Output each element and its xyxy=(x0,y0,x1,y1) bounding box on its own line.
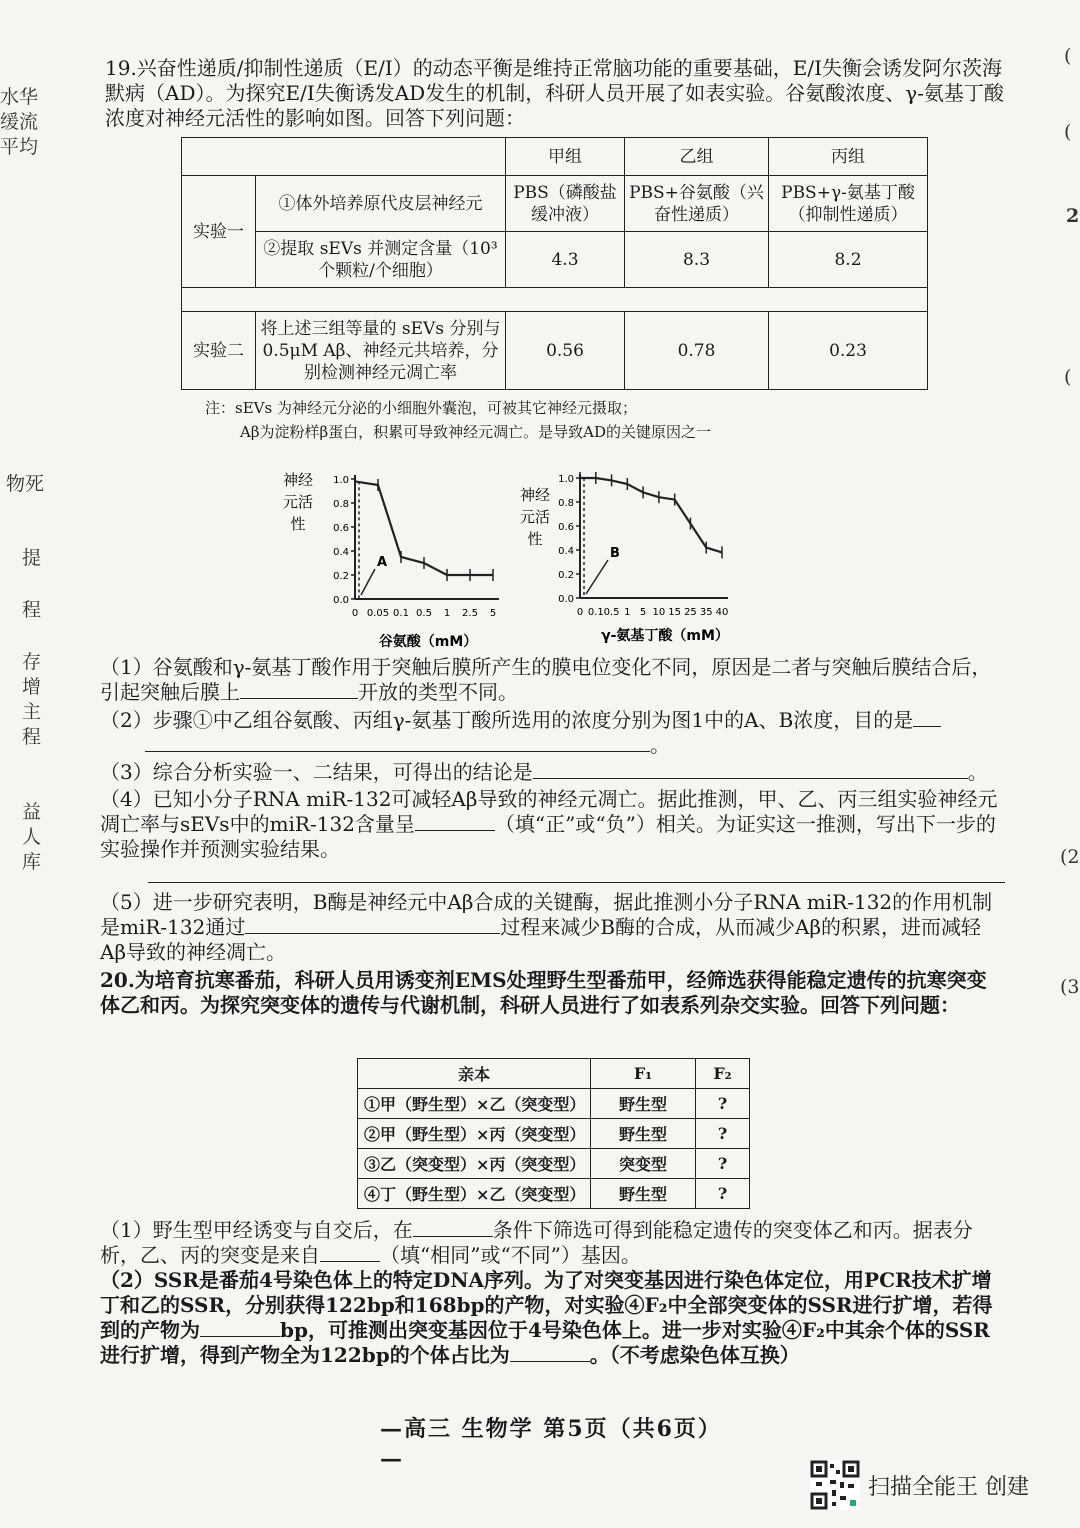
cross-f1: 突变型 xyxy=(591,1149,696,1179)
margin-fragment: 提 xyxy=(22,547,42,569)
exp2-bing: 0.23 xyxy=(769,312,928,390)
x-tick-label: 35 xyxy=(699,607,713,618)
cross-f2: ? xyxy=(696,1149,750,1179)
x-tick-label: 0.5 xyxy=(603,607,620,618)
cross-parent: ①甲（野生型）×乙（突变型） xyxy=(358,1089,591,1119)
y-tick-label: 0.6 xyxy=(333,523,349,534)
chart2-ylabel-3: 性 xyxy=(527,530,543,548)
exp2-jia: 0.56 xyxy=(506,312,625,390)
q19-sub5 xyxy=(100,890,1005,965)
margin-fragment: 缓流 xyxy=(0,111,39,133)
table-row xyxy=(358,1179,750,1209)
margin-fragment: ( xyxy=(1064,366,1072,388)
exp1-label: 实验一 xyxy=(182,176,256,288)
margin-fragment: 主 xyxy=(22,701,42,723)
x-tick-label: 40 xyxy=(715,607,729,618)
q19-sub2-text: （2）步骤①中乙组谷氨酸、丙组γ-氨基丁酸所选用的浓度分别为图1中的A、B浓度，目的是 xyxy=(100,708,914,732)
margin-fragment: 水华 xyxy=(0,86,39,108)
scanner-watermark: 扫描全能王 创建 xyxy=(868,1475,1029,1500)
q20-sub1-text-c: （填“相同”或“不同”）基因。 xyxy=(380,1243,641,1267)
margin-left-fragments xyxy=(0,85,50,160)
answer-blank-2a[interactable] xyxy=(913,708,941,727)
answer-blank-20-2b[interactable] xyxy=(510,1343,590,1362)
glutamate-activity-chart xyxy=(270,462,520,652)
q19-sub4-text-b: （填“正”或“负”）相关。为证实这一推测，写出下一步的实验操作并预测实验结果。 xyxy=(100,812,996,861)
margin-fragment: 存 xyxy=(22,651,42,673)
answer-blank-20-1a[interactable] xyxy=(413,1218,493,1237)
q19-sub2: （2）步骤①中乙组谷氨酸、丙组γ-氨基丁酸所选用的浓度分别为图1中的A、B浓度，目的是 。 xyxy=(100,708,1005,758)
annotation-arrow xyxy=(361,569,375,595)
q19-sub3: （3）综合分析实验一、二结果，可得出的结论是 。 xyxy=(100,760,988,784)
q20-table xyxy=(357,1058,750,1209)
margin-fragment: 程 xyxy=(22,726,42,748)
q19-sub4-text-a: （4）已知小分子RNA miR-132可减轻Aβ导致的神经元凋亡。据此推测，甲、乙、丙三组实验神经元凋亡率与sEVs中的miR-132含量呈 xyxy=(100,787,998,836)
exp2-desc: 将上述三组等量的 sEVs 分别与 0.5μM Aβ、神经元共培养，分别检测神经元凋亡率 xyxy=(256,312,506,390)
cross-f1: 野生型 xyxy=(591,1119,696,1149)
cross-parent: ④丁（野生型）×乙（突变型） xyxy=(358,1179,591,1209)
exp2-yi: 0.78 xyxy=(625,312,769,390)
q20-sub2-text-b: bp，可推测出突变基因位于4号染色体上。进一步对实验④F₂中其余个体的SSR进行扩增，得到产物全为122bp的个体占比为 xyxy=(100,1318,990,1367)
table-note-1: 注：sEVs 为神经元分泌的小细胞外囊泡，可被其它神经元摄取； xyxy=(205,399,637,417)
q19-sub1-text: （1）谷氨酸和γ-氨基丁酸作用于突触后膜所产生的膜电位变化不同，原因是二者与突触后膜结合后，引起突触后膜上 xyxy=(100,655,992,704)
x-tick-label: 15 xyxy=(668,607,682,618)
answer-blank-2b[interactable] xyxy=(145,733,650,752)
cross-f2: ? xyxy=(696,1179,750,1209)
cross-f2: ? xyxy=(696,1089,750,1119)
x-tick-label: 0.05 xyxy=(366,608,390,619)
q20-header-parent: 亲本 xyxy=(358,1059,591,1089)
exp1-step2: ②提取 sEVs 并测定含量（10³个颗粒/个细胞） xyxy=(256,232,506,288)
answer-blank-20-1b[interactable] xyxy=(320,1243,380,1262)
q20-header-f2: F₂ xyxy=(696,1059,750,1089)
annotation-label: A xyxy=(377,555,388,570)
table-row xyxy=(358,1149,750,1179)
answer-blank-5[interactable] xyxy=(245,915,500,934)
answer-blank-4[interactable] xyxy=(415,812,495,831)
q20-intro: 20.为培育抗寒番茄，科研人员用诱变剂EMS处理野生型番茄甲，经筛选获得能稳定遗传的抗寒突变体乙和丙。为探究突变体的遗传与代谢机制，科研人员进行了如表系列杂交实验。回答下列问题： xyxy=(100,968,987,1017)
margin-column xyxy=(22,650,46,750)
chart1-ylabel-3: 性 xyxy=(290,515,306,533)
chart1-xlabel: 谷氨酸（mM） xyxy=(378,634,478,650)
table-note-2: Aβ为淀粉样β蛋白，积累可导致神经元凋亡。是导致AD的关键原因之一 xyxy=(240,423,712,441)
q19-intro: 19.兴奋性递质/抑制性递质（E/I）的动态平衡是维持正常脑功能的重要基础，E/I失衡会诱发阿尔茨海默病（AD）。为探究E/I失衡诱发AD发生的机制，科研人员开展了如表实验。谷氨酸浓度、γ-氨基丁酸浓度对神经元活性的影响如图。回答下列问题： xyxy=(105,56,1004,130)
y-tick-label: 0.4 xyxy=(558,546,574,557)
y-tick-label: 0.2 xyxy=(333,571,349,582)
y-tick-label: 1.0 xyxy=(333,475,349,486)
margin-fragment: 增 xyxy=(22,676,42,698)
answer-line-4[interactable] xyxy=(148,882,1005,883)
chart2-ylabel-2: 元活 xyxy=(519,508,551,526)
page-footer: —高三 生物学 第5页（共6页）— xyxy=(380,1416,722,1472)
exp1-step1: ①体外培养原代皮层神经元 xyxy=(256,176,506,232)
q19-sub5-text-b: 过程来减少B酶的合成，从而减少Aβ的积累，进而减轻Aβ导致的神经凋亡。 xyxy=(100,915,982,964)
y-tick-label: 0.8 xyxy=(333,499,349,510)
chart1-ylabel-1: 神经 xyxy=(282,471,314,489)
q19-table xyxy=(181,137,928,390)
cross-f2: ? xyxy=(696,1119,750,1149)
step2-yi: 8.3 xyxy=(625,232,769,288)
x-tick-label: 0.5 xyxy=(416,608,432,619)
chart2-ylabel-1: 神经 xyxy=(519,486,551,504)
margin-fragment: ( xyxy=(1064,45,1072,67)
series-line xyxy=(580,478,722,552)
margin-fragment: 人 xyxy=(22,826,42,848)
cross-parent: ③乙（突变型）×丙（突变型） xyxy=(358,1149,591,1179)
step1-yi: PBS+谷氨酸（兴奋性递质） xyxy=(625,176,769,232)
col-header-yi: 乙组 xyxy=(625,138,769,176)
x-tick-label: 5 xyxy=(639,607,647,618)
x-tick-label: 10 xyxy=(652,607,666,618)
margin-fragment: (3 xyxy=(1060,976,1080,998)
y-tick-label: 0.2 xyxy=(558,570,574,581)
q20-sub1-text-a: （1）野生型甲经诱变与自交后，在 xyxy=(100,1218,413,1242)
q19-sub5-text-a: （5）进一步研究表明，B酶是神经元中Aβ合成的关键酶，据此推测小分子RNA miR-132的作用机制是miR-132通过 xyxy=(100,890,993,939)
x-tick-label: 1 xyxy=(624,607,631,618)
table-row xyxy=(358,1089,750,1119)
chart1-ylabel-2: 元活 xyxy=(282,493,314,511)
gaba-activity-chart xyxy=(510,462,770,652)
margin-fragment: 程 xyxy=(22,599,42,621)
q19-sub1 xyxy=(100,655,1005,705)
step1-jia: PBS（磷酸盐缓冲液） xyxy=(506,176,625,232)
y-tick-label: 0.0 xyxy=(558,594,574,605)
y-tick-label: 0.4 xyxy=(333,547,349,558)
y-tick-label: 1.0 xyxy=(558,474,574,485)
cross-f1: 野生型 xyxy=(591,1089,696,1119)
x-tick-label: 0.1 xyxy=(393,608,409,619)
q19-sub1-end: 开放的类型不同。 xyxy=(358,680,518,704)
q20-sub2-text-a: （2）SSR是番茄4号染色体上的特定DNA序列。为了对突变基因进行染色体定位，用PCR技术扩增丁和乙的SSR，分别获得122bp和168bp的产物，对实验④F₂中全部突变体的SSR进行扩增，若得到的产物为 xyxy=(100,1268,993,1342)
x-tick-label: 2.5 xyxy=(462,608,478,619)
step2-bing: 8.2 xyxy=(769,232,928,288)
q20-sub1-text-b: 条件下筛选可得到能稳定遗传的突变体乙和丙。据表分析，乙、丙的突变是来自 xyxy=(100,1218,973,1267)
cross-parent: ②甲（野生型）×丙（突变型） xyxy=(358,1119,591,1149)
col-header-bing: 丙组 xyxy=(769,138,928,176)
cross-f1: 野生型 xyxy=(591,1179,696,1209)
margin-fragment: 益 xyxy=(22,801,42,823)
x-tick-label: 25 xyxy=(684,607,697,618)
x-tick-label: 5 xyxy=(489,608,497,619)
answer-blank-3[interactable] xyxy=(533,760,968,779)
answer-blank-20-2a[interactable] xyxy=(200,1318,280,1337)
margin-fragment: 物死 xyxy=(6,473,45,495)
q20-sub2-text-c: 。（不考虑染色体互换） xyxy=(589,1343,800,1367)
margin-fragment: 库 xyxy=(22,851,42,873)
margin-fragment: 2 xyxy=(1066,205,1080,227)
col-header-jia: 甲组 xyxy=(506,138,625,176)
exp2-label: 实验二 xyxy=(182,312,256,390)
step1-bing: PBS+γ-氨基丁酸（抑制性递质） xyxy=(769,176,928,232)
margin-fragment: ( xyxy=(1064,121,1072,143)
chart2-xlabel: γ-氨基丁酸（mM） xyxy=(601,628,729,644)
annotation-arrow xyxy=(586,560,608,594)
q20-header-f1: F₁ xyxy=(591,1059,696,1089)
step2-jia: 4.3 xyxy=(506,232,625,288)
y-tick-label: 0.8 xyxy=(558,498,574,509)
qr-code-icon xyxy=(810,1460,860,1510)
annotation-label: B xyxy=(610,546,620,561)
x-tick-label: 0 xyxy=(351,608,359,619)
q20-sub2 xyxy=(100,1268,1005,1368)
x-tick-label: 1 xyxy=(443,608,451,619)
q19-sub4 xyxy=(100,787,1005,862)
q19-sub3-text: （3）综合分析实验一、二结果，可得出的结论是 xyxy=(100,760,533,784)
q20-sub1 xyxy=(100,1218,1005,1268)
x-tick-label: 0 xyxy=(576,607,584,618)
margin-fragment: 平均 xyxy=(0,136,39,158)
margin-column xyxy=(22,800,46,875)
x-tick-label: 0.1 xyxy=(587,607,604,618)
y-tick-label: 0.6 xyxy=(558,522,574,533)
answer-blank-1[interactable] xyxy=(240,680,358,699)
y-tick-label: 0.0 xyxy=(333,595,349,606)
table-row xyxy=(358,1119,750,1149)
margin-fragment: (2 xyxy=(1060,846,1080,868)
